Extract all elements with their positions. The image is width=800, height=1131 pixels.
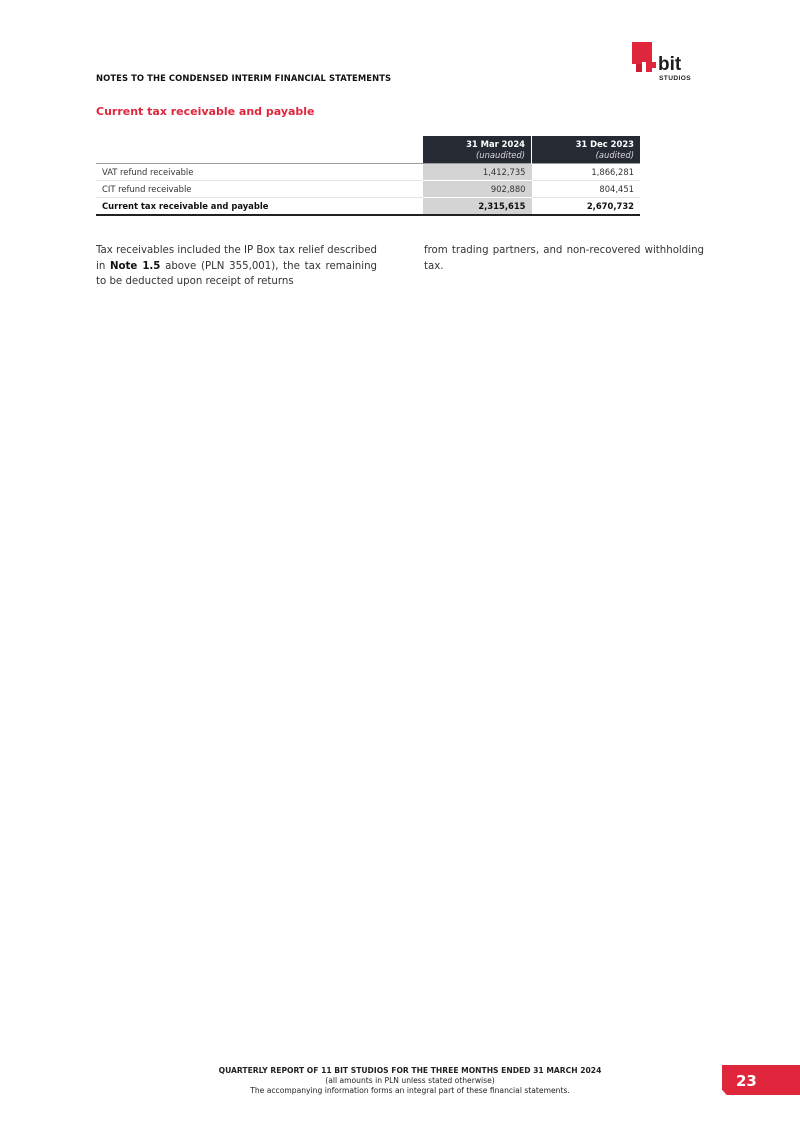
total-value-2023: 2,670,732 — [532, 198, 641, 216]
body-text: above (PLN 355,001), the tax remaining to be deducted upon receipt of returns — [96, 260, 378, 287]
column-header-label: 31 Mar 2024 — [466, 139, 525, 149]
row-label: VAT refund receivable — [96, 164, 423, 181]
page-number: 23 — [736, 1072, 757, 1090]
document-header-title: NOTES TO THE CONDENSED INTERIM FINANCIAL STATEMENTS — [96, 73, 392, 83]
page-number-badge — [722, 1065, 800, 1095]
page-footer — [200, 1066, 620, 1096]
column-header-sub: (unaudited) — [476, 150, 525, 160]
row-value-2023: 1,866,281 — [532, 164, 641, 181]
column-header-label: 31 Dec 2023 — [575, 139, 634, 149]
table-header-row — [96, 136, 640, 164]
column-header-sub: (audited) — [595, 150, 634, 160]
row-label: CIT refund receivable — [96, 181, 423, 198]
total-value-2024: 2,315,615 — [423, 198, 532, 216]
body-text: Tax receivables included the IP Box tax relief described in — [96, 245, 377, 272]
row-value-2023: 804,451 — [532, 181, 641, 198]
footer-disclaimer: The accompanying information forms an integral part of these financial statements. — [250, 1086, 570, 1095]
logo-icon — [628, 40, 708, 84]
body-paragraph-right: from trading partners, and non-recovered withholding tax. — [424, 245, 704, 272]
table-total-row — [96, 198, 640, 216]
row-value-2024: 902,880 — [423, 181, 532, 198]
footer-report-title: QUARTERLY REPORT OF 11 BIT STUDIOS FOR THE THREE MONTHS ENDED 31 MARCH 2024 — [218, 1066, 602, 1075]
section-title: Current tax receivable and payable — [96, 105, 315, 118]
svg-text:STUDIOS: STUDIOS — [659, 75, 692, 82]
svg-text:bit: bit — [658, 54, 682, 75]
company-logo — [628, 40, 708, 84]
table-row — [96, 164, 640, 181]
header-blank-cell — [96, 136, 423, 164]
footer-currency-note: (all amounts in PLN unless stated otherwise) — [325, 1076, 495, 1085]
body-paragraph-left — [96, 243, 377, 290]
note-reference: Note 1.5 — [110, 260, 161, 272]
column-header-2023 — [532, 136, 641, 164]
total-label: Current tax receivable and payable — [96, 198, 423, 216]
table-row — [96, 181, 640, 198]
tax-table — [96, 136, 640, 216]
column-header-2024 — [423, 136, 532, 164]
row-value-2024: 1,412,735 — [423, 164, 532, 181]
